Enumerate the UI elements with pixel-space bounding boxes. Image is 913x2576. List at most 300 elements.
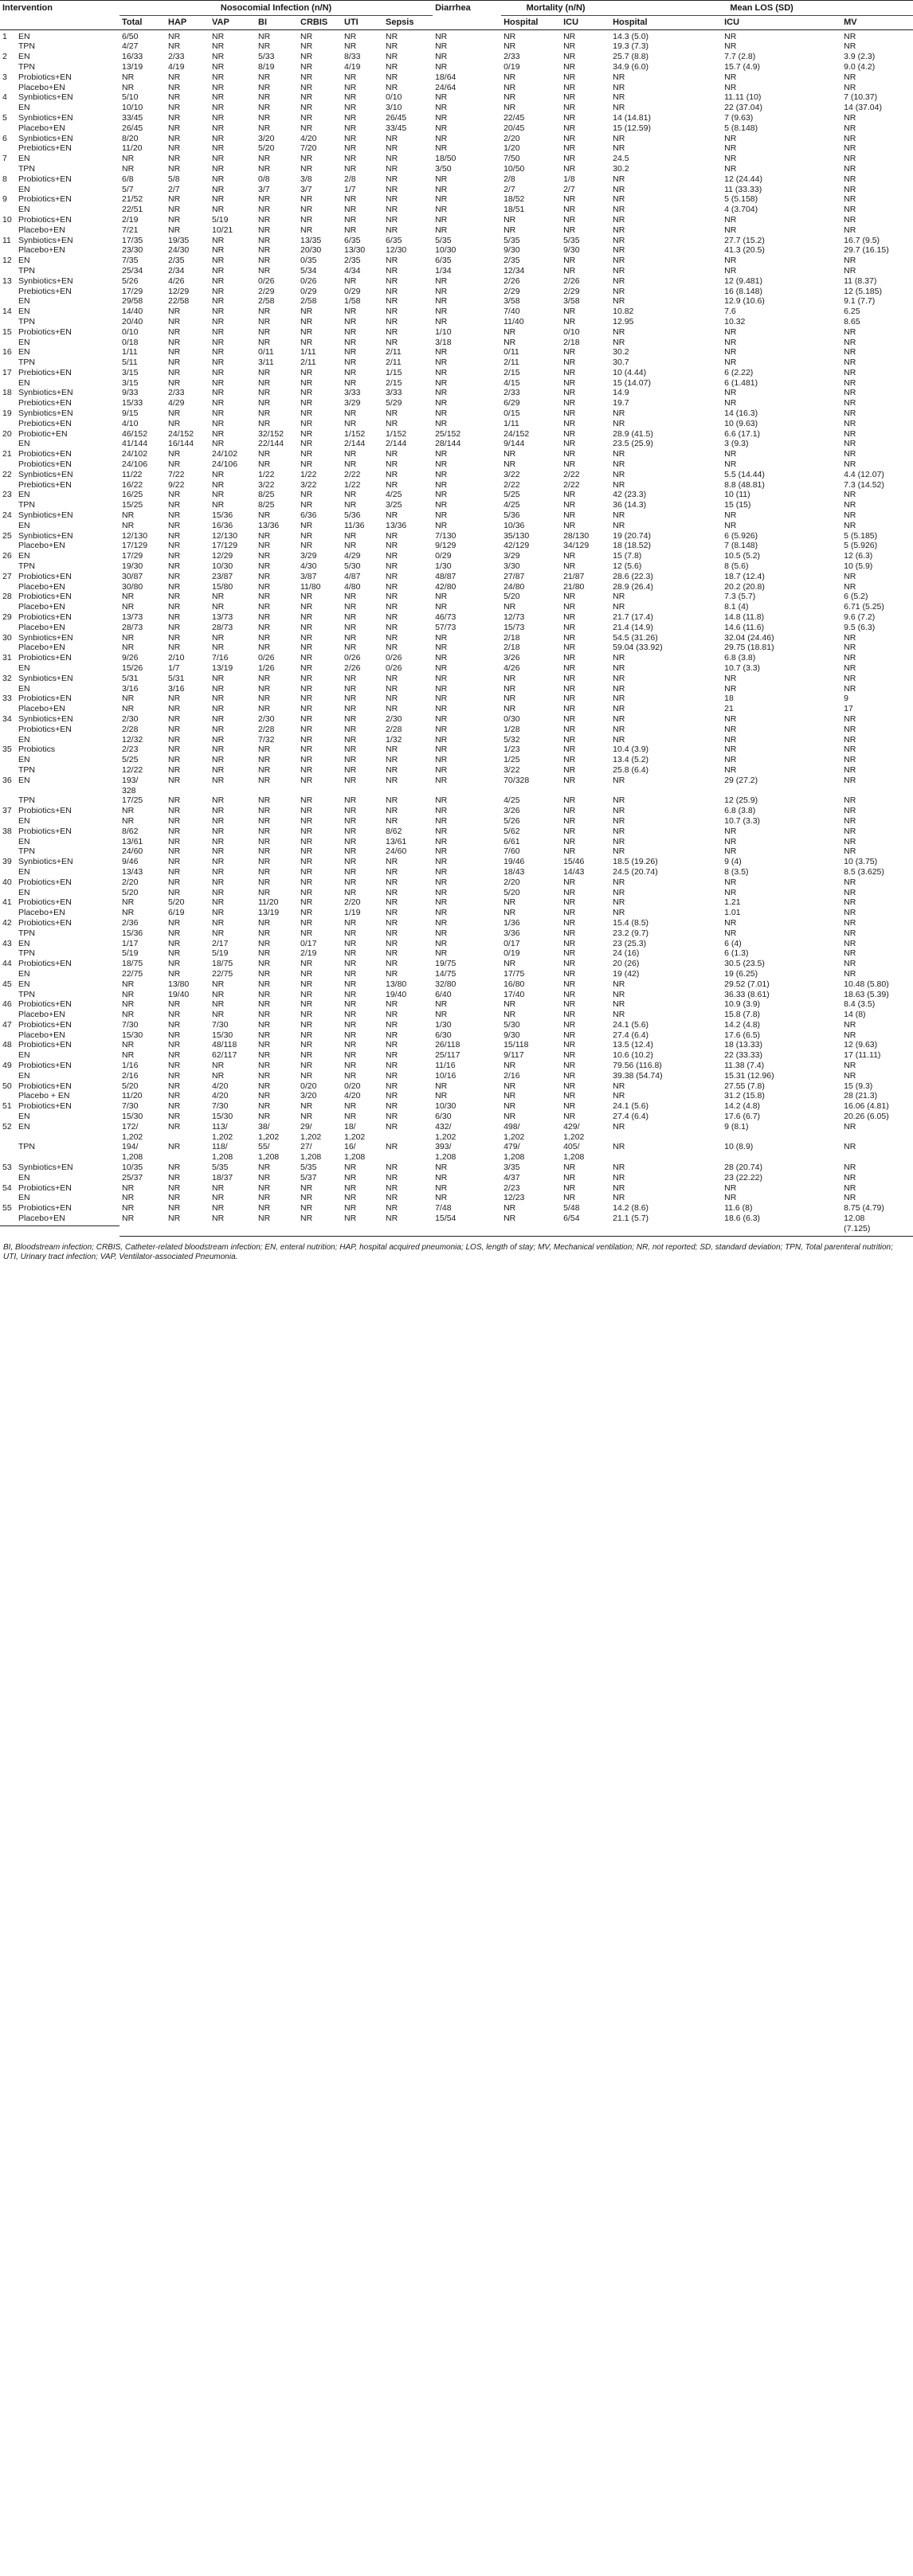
cell-diarrhea: NR <box>435 795 448 806</box>
cell-bi: NR <box>258 704 271 714</box>
study-number: 2 <box>2 52 7 62</box>
cell-los-mv: NR <box>844 347 856 358</box>
cell-los-icu: NR <box>724 1193 737 1203</box>
cell-los-mv: NR <box>844 1030 856 1040</box>
cell-crbis: NR <box>300 602 313 612</box>
cell-sepsis: NR <box>386 857 398 867</box>
table-row <box>0 429 913 440</box>
cell-mortality-icu: NR <box>563 418 576 428</box>
header-intervention: Intervention <box>0 1 120 16</box>
cell-mortality-hospital: 2/20 <box>504 877 520 887</box>
cell-mortality-icu: NR <box>563 745 576 755</box>
cell-los-mv: NR <box>844 500 856 510</box>
cell-hap: NR <box>168 815 181 826</box>
cell-los-icu: 12.9 (10.6) <box>724 296 765 307</box>
intervention-name: TPN <box>18 41 35 52</box>
cell-mortality-hospital: 15/73 <box>504 622 525 632</box>
cell-mortality-icu: NR <box>563 500 576 510</box>
cell-vap: NR <box>212 337 225 347</box>
cell-los-icu: NR <box>724 713 737 724</box>
cell-diarrhea: 393/ 1,208 <box>435 1142 457 1163</box>
cell-crbis: 20/30 <box>300 245 322 256</box>
cell-uti: NR <box>344 1019 357 1030</box>
cell-mortality-hospital: 3/22 <box>504 469 520 479</box>
cell-hap: 1/7 <box>168 663 180 673</box>
cell-hap: NR <box>168 713 181 724</box>
cell-crbis: NR <box>300 82 313 92</box>
cell-diarrhea: NR <box>435 307 448 317</box>
cell-hap: NR <box>168 561 181 572</box>
cell-los-mv: 10 (5.9) <box>844 561 873 572</box>
study-number: 33 <box>2 694 12 704</box>
cell-vap: NR <box>212 1182 225 1193</box>
cell-hap: 24/152 <box>168 428 194 439</box>
cell-nosocomial-total: NR <box>122 694 135 704</box>
cell-los-mv: NR <box>844 887 856 897</box>
cell-bi: 55/ 1,208 <box>258 1142 280 1163</box>
cell-crbis: NR <box>300 806 313 816</box>
cell-mortality-icu: NR <box>563 194 576 205</box>
cell-mortality-hospital: 12/73 <box>504 612 525 623</box>
cell-mortality-hospital: 5/30 <box>504 1019 520 1030</box>
cell-sepsis: 2/15 <box>386 377 402 388</box>
cell-los-icu: 14.2 (4.8) <box>724 1019 761 1030</box>
cell-los-icu: NR <box>724 510 737 521</box>
cell-crbis: NR <box>300 612 313 623</box>
cell-nosocomial-total: NR <box>122 908 135 918</box>
cell-vap: NR <box>212 795 225 806</box>
cell-los-hospital: 19 (20.74) <box>613 530 651 541</box>
cell-vap: 23/87 <box>212 571 233 581</box>
cell-los-mv: NR <box>844 1193 856 1203</box>
cell-study <box>0 215 120 225</box>
cell-mortality-hospital: 18/52 <box>504 194 525 205</box>
table-row <box>0 41 913 52</box>
cell-nosocomial-total: 22/75 <box>122 968 143 979</box>
cell-diarrhea: 7/48 <box>435 1203 452 1214</box>
cell-nosocomial-total: 2/36 <box>122 917 139 928</box>
cell-bi: NR <box>258 551 271 561</box>
intervention-name: TPN <box>18 500 35 510</box>
table-row <box>0 490 913 500</box>
cell-los-icu: 6 (1.3) <box>724 948 749 959</box>
intervention-name: Synbiotics+EN <box>18 469 73 479</box>
cell-crbis: 7/20 <box>300 143 317 154</box>
study-number <box>2 521 18 531</box>
cell-mortality-hospital: 5/20 <box>504 887 520 897</box>
cell-los-hospital: NR <box>613 1172 625 1182</box>
table-row <box>0 174 913 185</box>
intervention-name: Probiotics+EN <box>18 72 72 82</box>
cell-nosocomial-total: 21/52 <box>122 194 143 205</box>
cell-los-icu: NR <box>724 673 737 683</box>
cell-mortality-hospital: 5/62 <box>504 826 520 836</box>
cell-uti: NR <box>344 82 357 92</box>
cell-los-icu: 14 (16.3) <box>724 408 758 419</box>
cell-vap: NR <box>212 377 225 388</box>
cell-crbis: 27/ 1,208 <box>300 1142 322 1163</box>
table-row <box>0 1163 913 1173</box>
cell-los-hospital: NR <box>613 1081 625 1091</box>
cell-bi: NR <box>258 643 271 653</box>
cell-los-icu: 11.6 (8) <box>724 1203 753 1214</box>
cell-hap: NR <box>168 520 181 530</box>
cell-mortality-icu: NR <box>563 887 576 897</box>
cell-study <box>0 327 120 338</box>
cell-bi: 2/28 <box>258 724 275 734</box>
cell-study <box>0 602 120 612</box>
cell-nosocomial-total: NR <box>122 72 135 82</box>
cell-mortality-icu: NR <box>563 112 576 123</box>
cell-vap: NR <box>212 989 225 999</box>
cell-uti: 1/152 <box>344 428 366 439</box>
cell-mortality-icu: NR <box>563 367 576 377</box>
cell-uti: NR <box>344 1070 357 1081</box>
cell-diarrhea: NR <box>435 673 448 683</box>
cell-mortality-icu: 2/22 <box>563 479 580 490</box>
cell-nosocomial-total: NR <box>122 592 135 602</box>
intervention-name: EN <box>18 307 30 317</box>
cell-bi: 3/11 <box>258 358 274 368</box>
cell-los-mv: NR <box>844 1142 856 1152</box>
intervention-name: EN <box>18 337 30 347</box>
cell-los-mv: NR <box>844 1061 856 1071</box>
cell-bi: NR <box>258 632 271 643</box>
cell-vap: 15/80 <box>212 581 233 592</box>
cell-sepsis: 13/80 <box>386 979 407 989</box>
cell-los-mv: NR <box>844 1182 856 1193</box>
cell-hap: NR <box>168 194 181 205</box>
cell-bi: 1/26 <box>258 663 275 673</box>
cell-los-icu: NR <box>724 163 737 174</box>
cell-vap: NR <box>212 205 225 215</box>
cell-sepsis: NR <box>386 764 398 775</box>
intervention-name: Probiotics+EN <box>18 592 72 602</box>
cell-diarrhea: NR <box>435 276 448 286</box>
cell-uti: NR <box>344 163 357 174</box>
cell-nosocomial-total: 9/15 <box>122 408 139 419</box>
study-number: 18 <box>2 388 12 398</box>
study-number <box>2 1071 18 1081</box>
cell-vap: NR <box>212 112 225 123</box>
cell-bi: 0/8 <box>258 174 270 184</box>
table-row <box>0 215 913 225</box>
cell-mortality-icu: NR <box>563 1081 576 1091</box>
cell-sepsis: 2/30 <box>386 713 402 724</box>
intervention-name: Probiotics+EN <box>18 917 72 928</box>
cell-los-hospital: 30.7 <box>613 358 629 368</box>
cell-mortality-hospital: NR <box>504 41 516 52</box>
cell-study <box>0 83 120 93</box>
cell-bi: NR <box>258 92 271 103</box>
cell-los-mv: NR <box>844 123 856 133</box>
cell-hap: NR <box>168 112 181 123</box>
table-row <box>0 633 913 643</box>
cell-vap: NR <box>212 846 225 857</box>
table-row <box>0 1071 913 1081</box>
cell-los-hospital: 14 (14.81) <box>613 112 651 123</box>
cell-nosocomial-total: 172/ 1,202 <box>122 1121 143 1142</box>
cell-sepsis: NR <box>386 174 398 184</box>
cell-los-hospital: NR <box>613 133 625 143</box>
table-header <box>0 1 913 30</box>
cell-bi: NR <box>258 316 271 326</box>
cell-hap: NR <box>168 704 181 714</box>
cell-bi: NR <box>258 795 271 806</box>
intervention-name: Placebo+EN <box>18 1214 65 1224</box>
cell-diarrhea: NR <box>435 806 448 816</box>
cell-los-mv: 29.7 (16.15) <box>844 245 889 256</box>
cell-sepsis: NR <box>386 265 398 276</box>
cell-los-mv: NR <box>844 428 856 439</box>
cell-nosocomial-total: NR <box>122 1182 135 1193</box>
cell-uti: NR <box>344 968 357 979</box>
cell-los-hospital: NR <box>613 806 625 816</box>
cell-los-icu: 19 (6.25) <box>724 968 758 979</box>
cell-diarrhea: NR <box>435 469 448 479</box>
cell-crbis: NR <box>298 1214 342 1236</box>
cell-nosocomial-total: 6/50 <box>122 31 139 41</box>
cell-sepsis: NR <box>386 316 398 326</box>
cell-los-mv: 17 (11.11) <box>844 1050 881 1061</box>
cell-study <box>0 317 120 327</box>
table-row <box>0 113 913 123</box>
cell-hap: NR <box>168 92 181 103</box>
cell-los-hospital: 12 (5.6) <box>613 561 642 572</box>
cell-bi: 8/19 <box>258 61 275 72</box>
cell-bi: 0/26 <box>258 276 275 286</box>
cell-uti: NR <box>344 734 357 745</box>
cell-los-icu: 11.11 (10) <box>724 92 762 103</box>
cell-los-mv: 9.6 (7.2) <box>844 612 876 623</box>
cell-mortality-hospital: 0/17 <box>504 938 520 948</box>
cell-study <box>0 205 120 215</box>
cell-diarrhea: 32/80 <box>435 979 457 989</box>
cell-diarrhea: 10/16 <box>435 1070 457 1081</box>
cell-uti: 2/20 <box>344 897 361 908</box>
cell-los-icu: 10.7 (3.3) <box>724 815 761 826</box>
cell-study <box>0 643 120 653</box>
cell-hap: NR <box>168 316 181 326</box>
cell-diarrhea: NR <box>435 316 448 326</box>
cell-hap: 22/58 <box>168 296 190 307</box>
cell-hap: NR <box>168 764 181 775</box>
cell-vap: 7/16 <box>212 653 229 663</box>
cell-vap: 28/73 <box>212 622 233 632</box>
cell-vap: NR <box>212 826 225 836</box>
cell-crbis: NR <box>300 326 313 337</box>
cell-diarrhea: NR <box>435 745 448 755</box>
cell-vap: NR <box>212 256 225 266</box>
study-number: 40 <box>2 877 12 887</box>
cell-diarrhea: 6/35 <box>435 256 452 266</box>
cell-hap: NR <box>168 500 181 510</box>
cell-vap: 4/20 <box>212 1091 229 1101</box>
cell-uti: NR <box>344 989 357 999</box>
cell-mortality-icu: NR <box>563 1019 576 1030</box>
cell-uti: NR <box>344 1010 357 1020</box>
cell-mortality-icu: NR <box>563 704 576 714</box>
cell-los-mv: NR <box>844 683 856 694</box>
cell-los-mv: NR <box>844 439 856 449</box>
cell-diarrhea: NR <box>435 764 448 775</box>
cell-mortality-hospital: NR <box>504 1081 516 1091</box>
cell-hap: NR <box>168 1193 181 1203</box>
table-row <box>0 338 913 348</box>
intervention-name: Placebo+EN <box>18 1030 65 1040</box>
cell-uti: 4/87 <box>344 571 361 581</box>
cell-nosocomial-total: 2/20 <box>122 877 139 887</box>
cell-mortality-icu: 0/10 <box>563 326 580 337</box>
cell-mortality-icu: NR <box>563 133 576 143</box>
cell-uti: 2/26 <box>344 663 361 673</box>
intervention-name: Probiotics+EN <box>18 694 72 704</box>
cell-diarrhea: NR <box>435 520 448 530</box>
study-number <box>2 317 18 327</box>
cell-crbis: NR <box>300 877 313 887</box>
cell-crbis: NR <box>300 103 313 113</box>
cell-uti: NR <box>344 846 357 857</box>
cell-nosocomial-total: NR <box>120 1214 166 1236</box>
cell-mortality-icu: NR <box>563 154 576 164</box>
study-number: 49 <box>2 1061 12 1071</box>
cell-sepsis: NR <box>386 469 398 479</box>
cell-mortality-hospital: 2/7 <box>504 184 515 194</box>
intervention-name: Probiotics <box>18 745 56 755</box>
table-row <box>0 999 913 1010</box>
cell-uti: NR <box>344 713 357 724</box>
cell-mortality-icu: NR <box>563 806 576 816</box>
cell-hap: NR <box>168 1061 181 1071</box>
cell-mortality-hospital: NR <box>504 225 516 235</box>
subheader-blank <box>0 15 120 29</box>
cell-los-icu: 4 (3.704) <box>724 205 758 215</box>
study-number <box>2 123 18 134</box>
cell-mortality-hospital: 9/144 <box>504 439 525 449</box>
cell-los-icu: 21 <box>724 704 734 714</box>
intervention-name: Placebo+EN <box>18 541 65 551</box>
intervention-name: Probiotics+EN <box>18 326 72 337</box>
cell-los-icu: 18.6 (6.3) <box>722 1214 841 1236</box>
cell-bi: NR <box>258 1182 271 1193</box>
cell-los-icu: 29.52 (7.01) <box>724 979 770 989</box>
table-row <box>0 236 913 246</box>
cell-bi: 13/19 <box>258 908 280 918</box>
cell-vap: NR <box>212 673 225 683</box>
cell-bi: NR <box>258 1203 271 1214</box>
cell-uti: NR <box>344 123 357 133</box>
cell-mortality-hospital: 19/46 <box>504 857 525 867</box>
cell-nosocomial-total: 3/15 <box>122 367 139 377</box>
intervention-name: Prebiotics+EN <box>18 367 72 377</box>
study-number <box>2 287 18 297</box>
cell-diarrhea: 6/30 <box>435 1030 452 1040</box>
cell-sepsis: NR <box>386 561 398 572</box>
cell-crbis: NR <box>300 1010 313 1020</box>
table-row <box>0 378 913 389</box>
cell-mortality-icu: NR <box>563 846 576 857</box>
cell-diarrhea: NR <box>435 734 448 745</box>
cell-uti: NR <box>344 326 357 337</box>
cell-mortality-icu: NR <box>563 999 576 1010</box>
study-number: 27 <box>2 571 12 581</box>
cell-los-hospital: NR <box>613 775 625 785</box>
cell-los-mv: NR <box>844 163 856 174</box>
cell-bi: 38/ 1,202 <box>258 1121 280 1142</box>
cell-los-icu: 22 (33.33) <box>724 1050 762 1061</box>
intervention-name: Probiotics+EN <box>18 724 72 734</box>
table-row <box>0 867 913 878</box>
cell-study <box>0 1193 120 1203</box>
cell-study <box>0 857 120 867</box>
cell-nosocomial-total: 15/30 <box>122 1030 143 1040</box>
cell-sepsis: NR <box>386 72 398 82</box>
table-row <box>0 918 913 928</box>
cell-mortality-hospital: 2/8 <box>504 174 515 184</box>
cell-nosocomial-total: NR <box>122 163 135 174</box>
cell-bi: NR <box>258 806 271 816</box>
study-number: 11 <box>2 235 11 245</box>
cell-hap: NR <box>168 82 181 92</box>
cell-los-icu: 7 (9.63) <box>724 112 754 123</box>
cell-los-hospital: NR <box>613 143 625 154</box>
cell-bi: NR <box>258 959 271 969</box>
intervention-name: EN <box>18 377 30 388</box>
study-number <box>2 500 18 510</box>
cell-diarrhea: NR <box>435 908 448 918</box>
cell-uti: 1/58 <box>344 296 361 307</box>
intervention-name: EN <box>18 520 30 530</box>
cell-crbis: NR <box>300 826 313 836</box>
cell-hap: NR <box>168 795 181 806</box>
cell-mortality-hospital: 0/30 <box>504 713 520 724</box>
cell-mortality-icu: NR <box>563 388 576 398</box>
intervention-name: TPN <box>18 358 35 368</box>
cell-vap: NR <box>212 632 225 643</box>
cell-mortality-hospital: 10/36 <box>504 520 525 530</box>
cell-hap: NR <box>168 592 181 602</box>
cell-uti: NR <box>344 459 357 470</box>
cell-nosocomial-total: 194/ 1,208 <box>122 1142 143 1163</box>
intervention-name: TPN <box>18 265 35 276</box>
cell-study <box>0 236 120 246</box>
cell-los-icu: NR <box>724 337 737 347</box>
cell-uti: NR <box>344 1030 357 1040</box>
cell-uti: NR <box>344 112 357 123</box>
cell-uti: NR <box>344 205 357 215</box>
table-row <box>0 776 913 796</box>
cell-bi: NR <box>258 541 271 551</box>
cell-crbis: NR <box>300 449 313 459</box>
cell-bi: 13/36 <box>258 520 280 530</box>
cell-mortality-hospital: 2/26 <box>504 276 520 286</box>
cell-nosocomial-total: NR <box>122 510 135 521</box>
cell-study <box>0 969 120 979</box>
intervention-name: Probiotics+EN <box>18 653 72 663</box>
study-number <box>2 143 18 154</box>
table-row <box>0 531 913 541</box>
cell-mortality-hospital: 1/23 <box>504 745 520 755</box>
cell-mortality-hospital: 2/18 <box>504 643 520 653</box>
table-row <box>0 888 913 898</box>
cell-hap: 3/16 <box>168 683 185 694</box>
study-number: 5 <box>2 112 7 123</box>
cell-hap: NR <box>168 123 181 133</box>
cell-sepsis: NR <box>386 214 398 225</box>
cell-hap: NR <box>168 806 181 816</box>
cell-los-mv: 3.9 (2.3) <box>844 52 876 62</box>
cell-los-mv: NR <box>844 826 856 836</box>
